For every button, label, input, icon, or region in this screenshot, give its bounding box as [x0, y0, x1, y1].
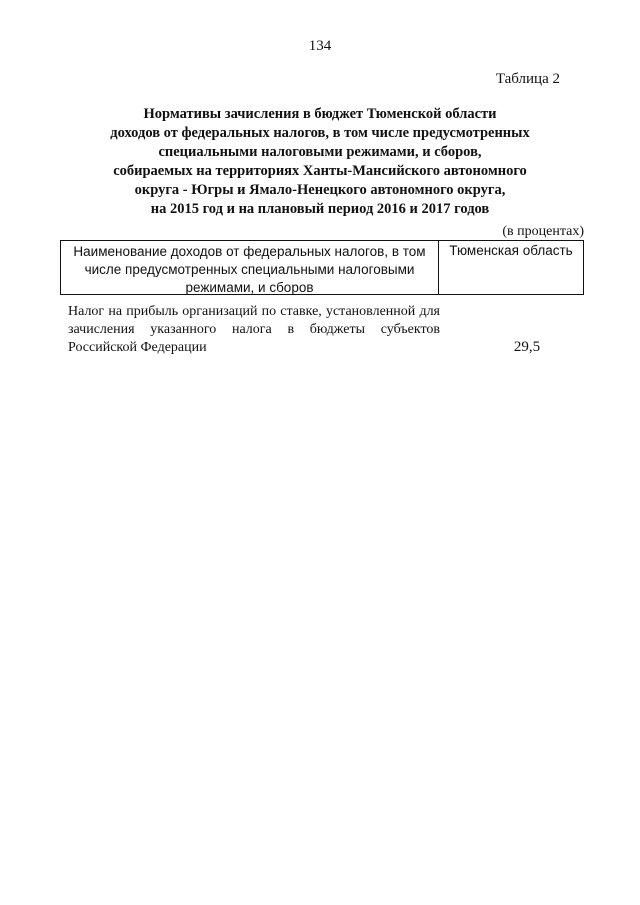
title-line: на 2015 год и на плановый период 2016 и 2017 годов: [150, 201, 490, 217]
title-line: специальными налоговыми режимами, и сборов,: [158, 144, 482, 160]
norms-table: [60, 240, 584, 357]
title-line: собираемых на территориях Ханты-Мансийского автономного: [113, 163, 527, 179]
title-line: округа - Югры и Ямало-Ненецкого автономного округа,: [134, 182, 506, 198]
table-label: Таблица 2: [495, 71, 560, 87]
title-line: доходов от федеральных налогов, в том числе предусмотренных: [110, 125, 530, 141]
page-number: 134: [308, 38, 332, 54]
row-income-name: Налог на прибыль организаций по ставке, установленной для зачисления указанного налога в бюджеты субъектов Российской Федерации: [68, 304, 440, 355]
header-region: Тюменская область: [449, 243, 573, 258]
document-title: [60, 105, 580, 219]
table-row: [60, 303, 584, 357]
table-header-row: [60, 240, 584, 295]
title-line: Нормативы зачисления в бюджет Тюменской области: [143, 106, 497, 122]
header-income-name: Наименование доходов от федеральных налогов, в том числе предусмотренных специальными налоговыми режимами, и сборов: [61, 241, 439, 294]
row-value: 29,5: [513, 339, 541, 355]
unit-note: (в процентах): [502, 224, 584, 239]
